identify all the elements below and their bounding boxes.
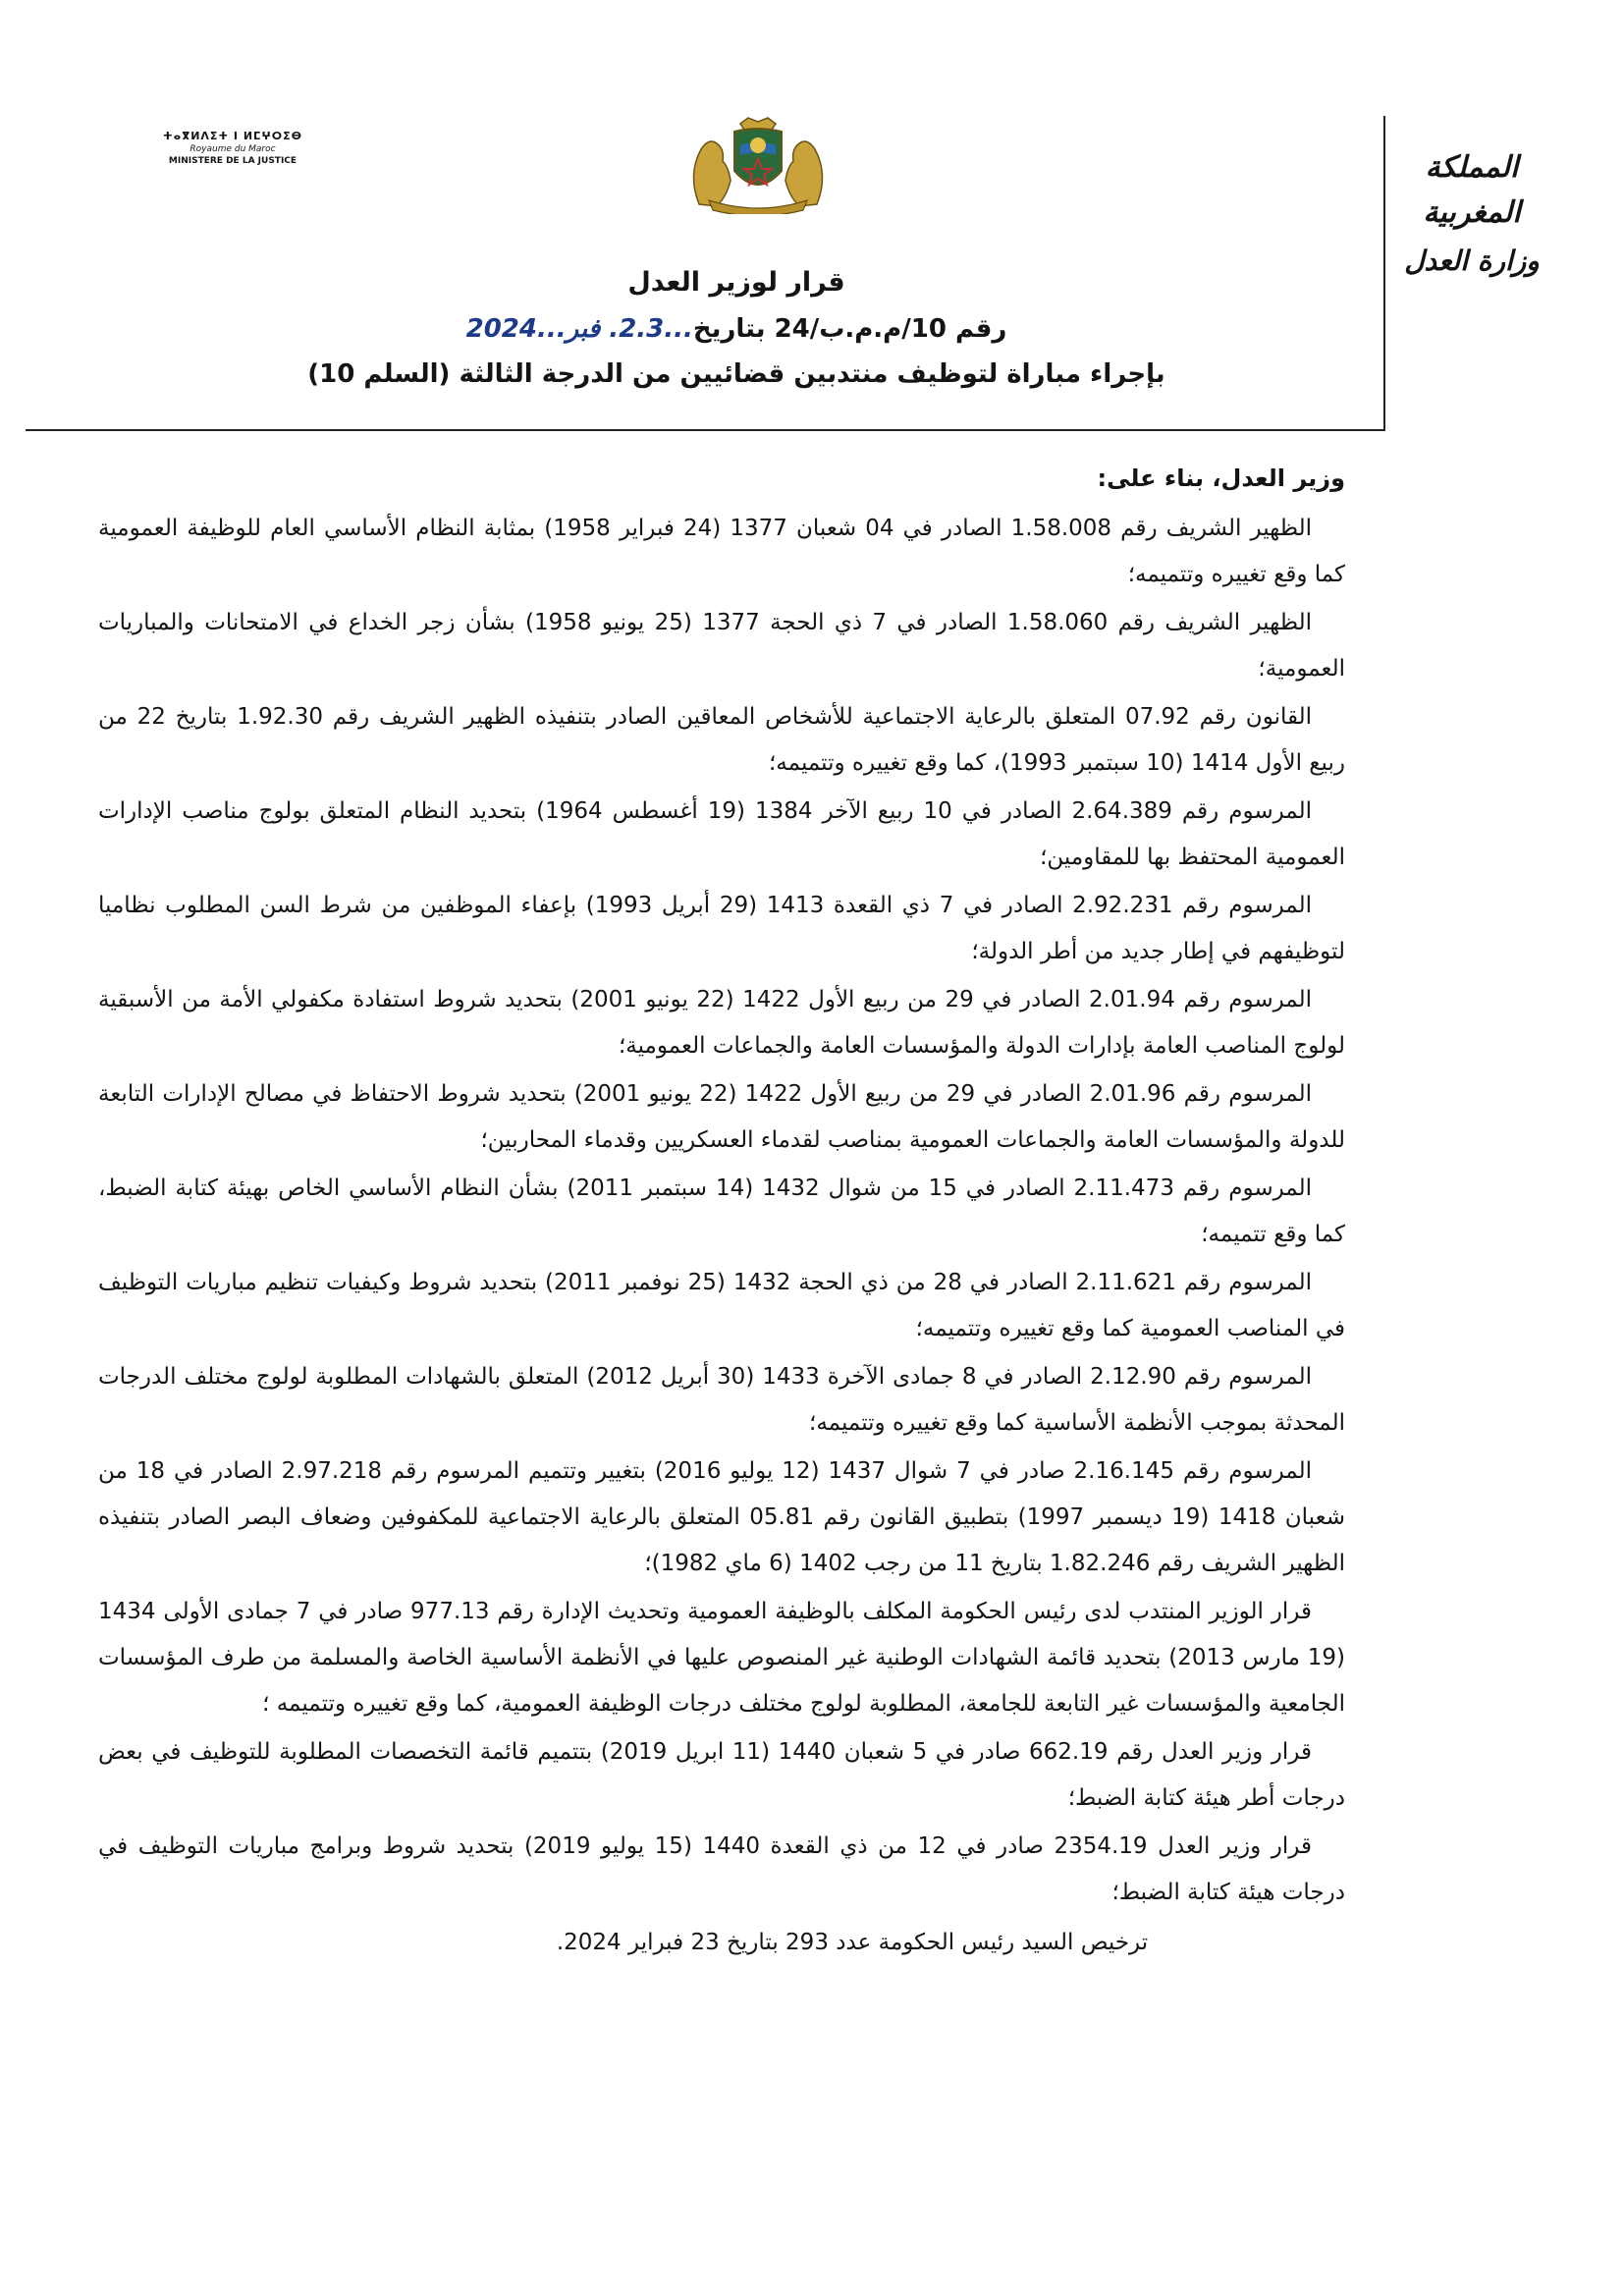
- header-horizontal-divider: [26, 429, 1385, 431]
- preamble-item: الظهير الشريف رقم 1.58.060 الصادر في 7 ذي الحجة 1377 (25 يونيو 1958) بشأن زجر الخداع في الامتحانات والمباريات العمومية؛: [98, 610, 1345, 682]
- kingdom-name-fr: Royaume du Maroc: [189, 144, 276, 154]
- preamble-item: المرسوم رقم 2.11.621 الصادر في 28 من ذي الحجة 1432 (25 نوفمبر 2011) بتحديد شروط وكيفيات تنظيم مباريات التوظيف في المناصب العمومية كما وقع تغييره وتتميمه؛: [98, 1270, 1345, 1341]
- preamble-item: قرار الوزير المنتدب لدى رئيس الحكومة المكلف بالوظيفة العمومية وتحديث الإدارة رقم 977.13 صادر في 7 جمادى الأولى 1434 (19 مارس 2013) بتحديد قائمة الشهادات الوطنية غير المنصوص عليها في الأنظمة الأساسية الخاصة والمسلمة من طرف المؤسسات الجامعية والمؤسسات غير التابعة للجامعة، المطلوبة لولوج مختلف درجات الوظيفة العمومية، كما وقع تغييره وتتميمه ؛: [98, 1599, 1345, 1717]
- preamble-item: المرسوم رقم 2.16.145 صادر في 7 شوال 1437 (12 يوليو 2016) بتغيير وتتميم المرسوم رقم 2.97.218 الصادر في 18 من شعبان 1418 (19 ديسمبر 1997) بتطبيق القانون رقم 05.81 المتعلق بالرعاية الاجتماعية للمكفوفين وضعاف البصر الصادر بتنفيذه الظهير الشريف رقم 1.82.246 بتاريخ 11 من رجب 1402 (6 ماي 1982)؛: [98, 1458, 1345, 1576]
- preamble-item: قرار وزير العدل 2354.19 صادر في 12 من ذي القعدة 1440 (15 يوليو 2019) بتحديد شروط وبرامج مباريات التوظيف في درجات هيئة كتابة الضبط؛: [98, 1833, 1345, 1905]
- preamble-item: القانون رقم 07.92 المتعلق بالرعاية الاجتماعية للأشخاص المعاقين الصادر بتنفيذه الظهير الشريف رقم 1.92.30 بتاريخ 22 من ربيع الأول 1414 (10 سبتمبر 1993)، كما وقع تغييره وتتميمه؛: [98, 704, 1345, 776]
- preamble-item: قرار وزير العدل رقم 662.19 صادر في 5 شعبان 1440 (11 ابريل 2019) بتتميم قائمة التخصصات المطلوبة للتوظيف في بعض درجات أطر هيئة كتابة الضبط؛: [98, 1739, 1345, 1811]
- ministry-name-ar: وزارة العدل: [1404, 245, 1540, 277]
- header-french-block: [159, 130, 306, 168]
- coat-of-arms-icon: [679, 116, 837, 214]
- preamble-lead: وزير العدل، بناء على:: [1097, 465, 1345, 492]
- preamble-item: المرسوم رقم 2.01.94 الصادر في 29 من ربيع الأول 1422 (22 يونيو 2001) بتحديد شروط استفادة مكفولي الأمة من الأسبقية لولوج المناصب العامة بإدارات الدولة والمؤسسات العامة والجماعات العمومية؛: [98, 987, 1345, 1059]
- preamble-item: الظهير الشريف رقم 1.58.008 الصادر في 04 شعبان 1377 (24 فبراير 1958) بمثابة النظام الأساسي العام للوظيفة العمومية كما وقع تغييره وتتميمه؛: [98, 516, 1345, 587]
- decision-subject: بإجراء مباراة لتوظيف منتدبين قضائيين من الدرجة الثالثة (السلم 10): [307, 359, 1165, 389]
- preamble-item: المرسوم رقم 2.64.389 الصادر في 10 ربيع الآخر 1384 (19 أغسطس 1964) بتحديد النظام المتعلق بولوج مناصب الإدارات العمومية المحتفظ بها للمقاومين؛: [98, 798, 1345, 870]
- ministry-name-fr: MINISTERE DE LA JUSTICE: [168, 156, 298, 166]
- preamble-item: المرسوم رقم 2.92.231 الصادر في 7 ذي القعدة 1413 (29 أبريل 1993) بإعفاء الموظفين من شرط السن المطلوب نظاميا لتوظيفهم في إطار جديد من أطر الدولة؛: [98, 893, 1345, 964]
- kingdom-name-ar: المملكة المغربية: [1423, 150, 1521, 230]
- preamble-item: المرسوم رقم 2.12.90 الصادر في 8 جمادى الآخرة 1433 (30 أبريل 2012) المتعلق بالشهادات المطلوبة لولوج مختلف الدرجات المحدثة بموجب الأنظمة الأساسية كما وقع تغييره وتتميمه؛: [98, 1364, 1345, 1436]
- preamble-item: المرسوم رقم 2.11.473 الصادر في 15 من شوال 1432 (14 سبتمبر 2011) بشأن النظام الأساسي الخاص بهيئة كتابة الضبط، كما وقع تتميمه؛: [98, 1175, 1345, 1247]
- kingdom-name-tifinagh: ⵜⴰⴳⵍⴷⵉⵜ ⵏ ⵍⵎⵖⵔⵉⴱ: [162, 130, 302, 142]
- decision-number: رقم 10/م.م.ب/24 بتاريخ: [692, 314, 1007, 344]
- document-body: [98, 456, 1345, 1968]
- decision-number-line: [295, 314, 1178, 344]
- header-vertical-divider: [1383, 116, 1385, 430]
- decision-title: قرار لوزير العدل: [627, 267, 845, 298]
- handwritten-date: ...2.3. فبر...2024: [465, 314, 693, 344]
- preamble-item: المرسوم رقم 2.01.96 الصادر في 29 من ربيع الأول 1422 (22 يونيو 2001) بتحديد شروط الاحتفاظ في مصالح الإدارات التابعة للدولة والمؤسسات العامة والجماعات العمومية بمناصب لقدماء العسكريين وقدماء المحاربين؛: [98, 1081, 1345, 1153]
- authorization-line: ترخيص السيد رئيس الحكومة عدد 293 بتاريخ 23 فبراير 2024.: [556, 1930, 1149, 1955]
- header-arabic-block: [1398, 145, 1545, 281]
